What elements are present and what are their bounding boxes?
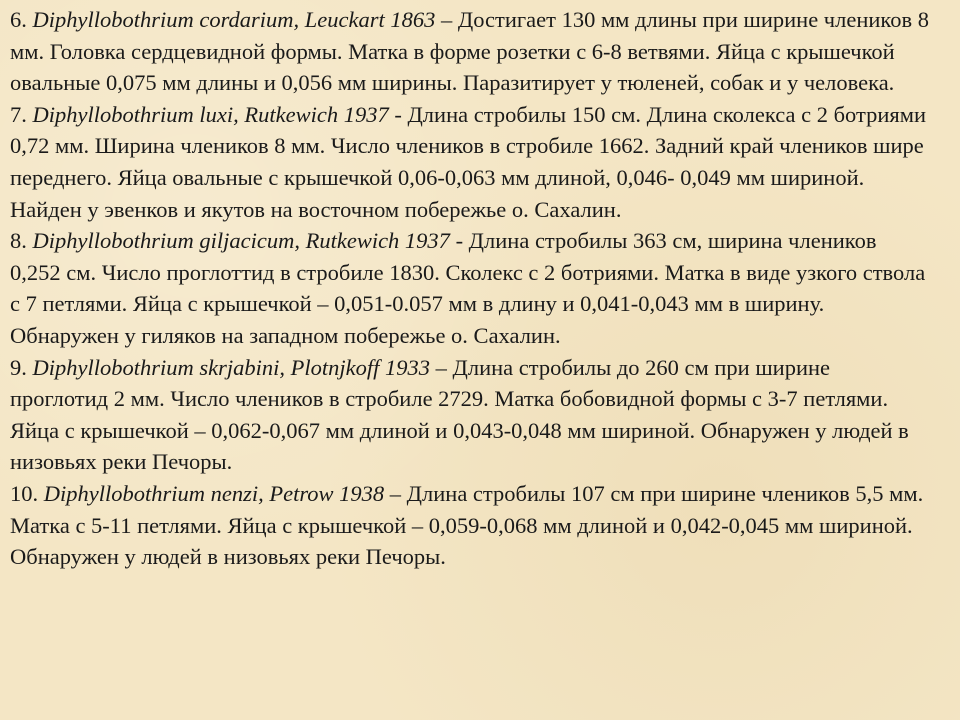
entry-number: 6. xyxy=(10,7,27,32)
entry-6 xyxy=(10,4,930,99)
entry-description: – Длина стробилы 107 см при ширине члеников 5,5 мм. Матка с 5-11 петлями. Яйца с крышечкой – 0,059-0,068 мм длиной и 0,042-0,045 мм шириной. Обнаружен у людей в низовьях реки Печоры. xyxy=(10,480,924,570)
entry-number: 10. xyxy=(10,480,39,506)
species-name: Diphyllobothrium nenzi, Petrow 1938 xyxy=(43,480,385,506)
entry-description: Длина стробилы 150 см. Длина сколекса с 2 ботриями 0,72 мм. Ширина члеников 8 мм. Число члеников в стробиле 1662. Задний край члеников шире переднего. Яйца овальные с крышечкой 0,06-0,063 мм длиной, 0,046- 0,049 мм шириной. Найден у эвенков и якутов на восточном побережье о. Сахалин. xyxy=(10,101,926,222)
entry-8 xyxy=(10,225,930,351)
entry-description: - Длина стробилы 363 см, ширина члеников 0,252 см. Число проглоттид в стробиле 1830. Сколекс с 2 ботриями. Матка в виде узкого ствола с 7 петлями. Яйца с крышечкой – 0,051-0.057 мм в длину и 0,041-0,043 мм в ширину. Обнаружен у гиляков на западном побережье о. Сахалин. xyxy=(10,228,926,348)
entry-7 xyxy=(10,99,930,225)
entry-number: 9. xyxy=(10,354,27,380)
entry-10 xyxy=(10,478,930,573)
species-name: Diphyllobothrium giljacicum, Rutkewich 1937 xyxy=(32,228,450,254)
entry-description: – Длина стробилы до 260 см при ширине проглотид 2 мм. Число члеников в стробиле 2729. Матка бобовидной формы с 3-7 петлями. Яйца с крышечкой – 0,062-0,067 мм длиной и 0,043-0,048 мм шириной. Обнаружен у людей в низовьях реки Печоры. xyxy=(10,354,909,475)
entry-number: 8. xyxy=(10,228,27,254)
species-description-text xyxy=(10,4,930,573)
species-name: Diphyllobothrium skrjabini, Plotnjkoff 1933 xyxy=(32,354,430,380)
species-name: Diphyllobothrium luxi, Rutkewich 1937 - xyxy=(32,101,402,127)
entry-number: 7. xyxy=(10,101,27,127)
entry-9 xyxy=(10,352,930,478)
species-name: Diphyllobothrium cordarium, Leuckart 1863 xyxy=(32,7,436,32)
entry-description: – Достигает 130 мм длины при ширине члеников 8 мм. Головка сердцевидной формы. Матка в форме розетки с 6-8 ветвями. Яйца с крышечкой овальные 0,075 мм длины и 0,056 мм ширины. Паразитирует у тюленей, собак и у человека. xyxy=(10,7,929,96)
